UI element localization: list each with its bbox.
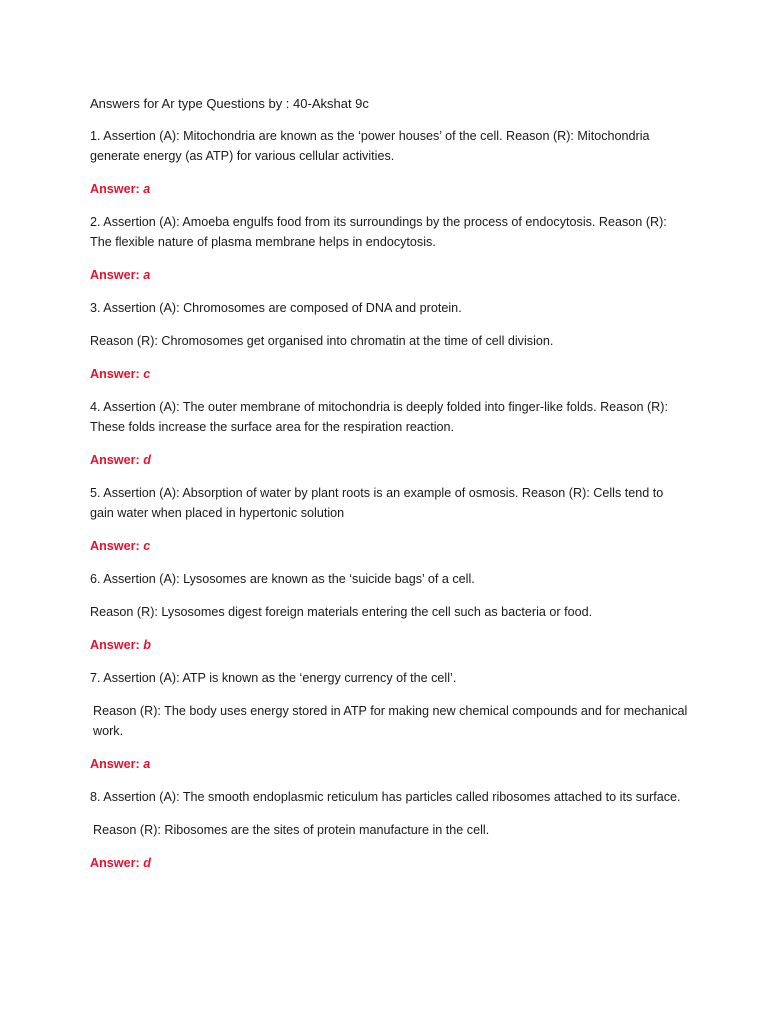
- question-1-text: 1. Assertion (A): Mitochondria are known as the ‘power houses’ of the cell. Reason (R): Mitochondria generate energy (as ATP) for various cellular activities.: [90, 129, 650, 163]
- answer-label: Answer:: [90, 539, 140, 553]
- question-8-reason: Reason (R): Ribosomes are the sites of protein manufacture in the cell.: [93, 823, 490, 837]
- answer-option: a: [143, 757, 151, 771]
- question-7-answer: [90, 754, 688, 774]
- question-6-answer: [90, 635, 688, 655]
- answer-label: Answer:: [90, 638, 140, 652]
- answer-option: c: [143, 367, 151, 381]
- question-8-assertion: 8. Assertion (A): The smooth endoplasmic reticulum has particles called ribosomes attached to its surface.: [90, 790, 681, 804]
- answer-label: Answer:: [90, 453, 140, 467]
- answer-option: a: [143, 182, 151, 196]
- answer-option: b: [143, 638, 151, 652]
- question-4-answer: [90, 450, 688, 470]
- question-7-assertion: 7. Assertion (A): ATP is known as the ‘energy currency of the cell’.: [90, 671, 457, 685]
- question-1-answer: [90, 179, 688, 199]
- document-title: Answers for Ar type Questions by : 40-Akshat 9c: [90, 96, 369, 111]
- question-2-text: 2. Assertion (A): Amoeba engulfs food from its surroundings by the process of endocytosis. Reason (R): The flexible nature of plasma membrane helps in endocytosis.: [90, 215, 667, 249]
- answer-label: Answer:: [90, 757, 140, 771]
- question-4-text: 4. Assertion (A): The outer membrane of mitochondria is deeply folded into finger-like folds. Reason (R): These folds increase the surface area for the respiration reaction.: [90, 400, 668, 434]
- question-5-answer: [90, 536, 688, 556]
- question-5-text: 5. Assertion (A): Absorption of water by plant roots is an example of osmosis. Reason (R): Cells tend to gain water when placed in hypertonic solution: [90, 486, 664, 520]
- answer-label: Answer:: [90, 182, 140, 196]
- question-3-answer: [90, 364, 688, 384]
- question-6-assertion: 6. Assertion (A): Lysosomes are known as the ‘suicide bags’ of a cell.: [90, 572, 475, 586]
- question-7-reason: Reason (R): The body uses energy stored in ATP for making new chemical compounds and for mechanical work.: [93, 704, 688, 738]
- answer-option: c: [143, 539, 151, 553]
- answer-option: d: [143, 453, 151, 467]
- question-2-answer: [90, 265, 688, 285]
- question-3-assertion: 3. Assertion (A): Chromosomes are composed of DNA and protein.: [90, 301, 462, 315]
- question-3-reason: Reason (R): Chromosomes get organised into chromatin at the time of cell division.: [90, 334, 554, 348]
- question-8-answer: [90, 853, 688, 873]
- answer-label: Answer:: [90, 856, 140, 870]
- question-6-reason: Reason (R): Lysosomes digest foreign materials entering the cell such as bacteria or food.: [90, 605, 593, 619]
- answer-option: d: [143, 856, 151, 870]
- answer-label: Answer:: [90, 268, 140, 282]
- answer-label: Answer:: [90, 367, 140, 381]
- answer-option: a: [143, 268, 151, 282]
